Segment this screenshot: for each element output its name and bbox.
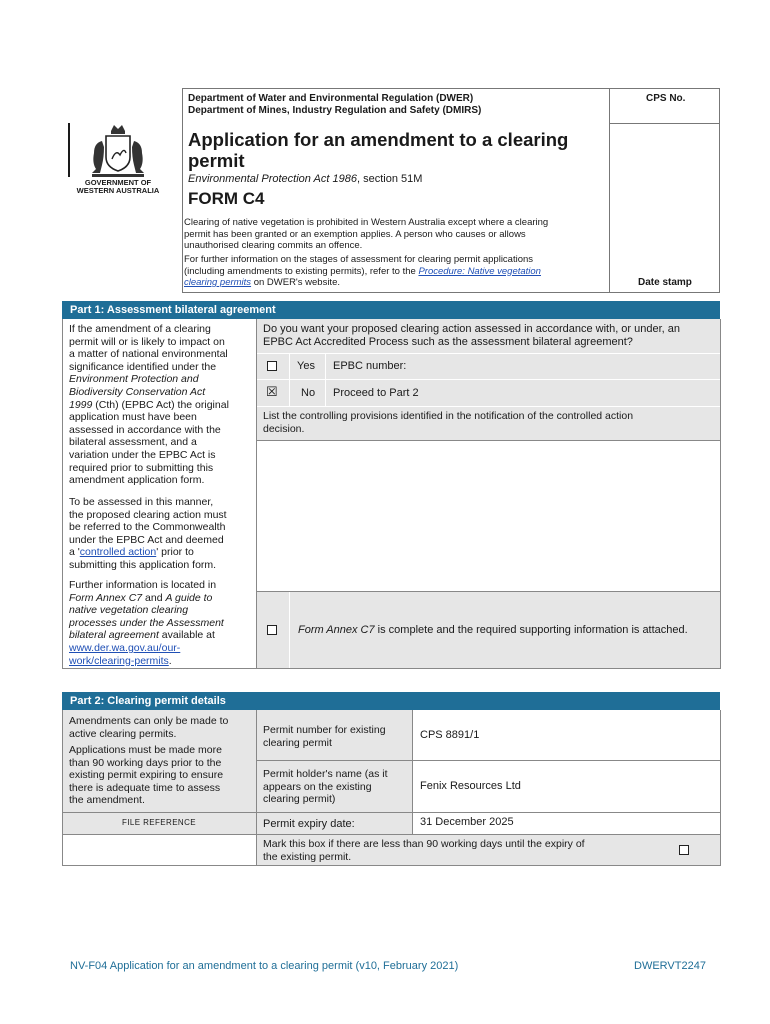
- p1-line: [69, 642, 254, 655]
- p1-line: significance identified under the: [69, 360, 217, 373]
- col-sep: [289, 592, 290, 668]
- mark-line: the existing permit.: [263, 850, 352, 863]
- cps-no-label: CPS No.: [646, 93, 686, 104]
- intro2-line3: [184, 277, 604, 289]
- act-section: , section 51M: [356, 173, 423, 185]
- annex-rest: is complete and the required supporting information is attached.: [374, 624, 688, 636]
- procedure-link[interactable]: Procedure: Native vegetation: [418, 265, 541, 277]
- epbc-question: [263, 323, 718, 348]
- date-stamp-label: Date stamp: [638, 277, 692, 288]
- footer-code: DWERVT2247: [634, 960, 706, 972]
- yes-checkbox[interactable]: [267, 361, 277, 371]
- part1-left-paragraph-3: [69, 579, 254, 667]
- annex-c7: Form Annex C7: [298, 624, 375, 636]
- p2-line: Amendments can only be made to: [69, 715, 229, 727]
- p1-line: submitting this application form.: [69, 558, 217, 571]
- controlling-provisions-input[interactable]: [257, 441, 720, 591]
- p1-line: required prior to submitting this: [69, 461, 214, 474]
- p1-line: processes under the Assessment: [69, 616, 224, 629]
- col-sep: [325, 354, 326, 406]
- no-label: No: [301, 387, 316, 399]
- p1-line: [69, 399, 254, 412]
- guide-name-end: bilateral agreement: [69, 629, 159, 642]
- label-line: Permit holder's name (as it: [263, 768, 388, 780]
- border: [62, 710, 63, 865]
- border: [256, 319, 257, 668]
- part1-left-paragraph-1: [69, 323, 254, 487]
- form-title-line1: Application for an amendment to a clearing: [188, 129, 569, 150]
- quote-open: a ': [69, 546, 80, 559]
- expiry-label: Permit expiry date:: [263, 818, 355, 830]
- border: [62, 834, 720, 835]
- list-instruction: [263, 410, 718, 435]
- part2-left-paragraph-2: [69, 744, 254, 807]
- border: [720, 710, 721, 865]
- label-line: Permit number for existing: [263, 724, 386, 736]
- epbc-number-input[interactable]: [420, 358, 710, 374]
- form-title-line2: permit: [188, 150, 245, 171]
- proceed-label: Proceed to Part 2: [333, 387, 419, 399]
- border: [256, 710, 257, 865]
- procedure-link-cont[interactable]: clearing permits: [184, 277, 252, 288]
- intro-paragraph-1: [184, 217, 604, 252]
- annex-name: Form Annex C7: [69, 591, 143, 604]
- form-code: FORM C4: [188, 189, 265, 208]
- permit-number-value[interactable]: CPS 8891/1: [420, 729, 480, 741]
- footer-document-title: NV-F04 Application for an amendment to a clearing permit (v10, February 2021): [70, 960, 459, 972]
- expiry-value[interactable]: 31 December 2025: [420, 816, 514, 828]
- intro1-line3: unauthorised clearing commits an offence.: [184, 240, 363, 251]
- question-line: Do you want your proposed clearing action assessed in accordance with, or under, an: [263, 323, 681, 335]
- border: [62, 668, 721, 669]
- intro2-text: (including amendments to existing permits), refer to the: [184, 265, 419, 277]
- intro-paragraph-2: [184, 254, 604, 289]
- p1-line: bilateral assessment, and a: [69, 436, 197, 449]
- list-line: List the controlling provisions identified in the notification of the controlled action: [263, 410, 634, 422]
- part2-left-paragraph-1: [69, 715, 254, 740]
- p2-line: active clearing permits.: [69, 727, 177, 740]
- mark-box-label: [263, 838, 663, 863]
- act-year: 1999: [69, 398, 93, 411]
- border: [62, 319, 63, 668]
- holder-label: [263, 768, 388, 806]
- p1-line: If the amendment of a clearing: [69, 323, 211, 335]
- part2-heading: Part 2: Clearing permit details: [62, 692, 720, 710]
- label-line: clearing permit: [263, 736, 332, 749]
- permit-number-label: [263, 724, 386, 749]
- border: [412, 710, 413, 835]
- part1-heading: Part 1: Assessment bilateral agreement: [62, 301, 720, 319]
- p1-line: Further information is located in: [69, 579, 217, 591]
- crest-border-line: [68, 123, 70, 177]
- der-website-link-cont[interactable]: work/clearing-permits: [69, 654, 169, 667]
- der-website-link[interactable]: www.der.wa.gov.au/our-: [69, 641, 181, 654]
- p1-line: amendment application form.: [69, 474, 205, 487]
- act-year-rest: (Cth) (EPBC Act) the original: [92, 398, 229, 411]
- part1-left-paragraph-2: [69, 496, 254, 572]
- p2-line: existing permit expiring to ensure: [69, 769, 224, 782]
- p1-line: application must have been: [69, 411, 197, 424]
- col-sep: [289, 354, 290, 406]
- less-than-90-days-checkbox[interactable]: [679, 845, 689, 855]
- intro2-rest: on DWER's website.: [251, 277, 340, 288]
- row-sep: [257, 379, 720, 380]
- p1-line: be referred to the Commonwealth: [69, 521, 226, 534]
- p1-line: [69, 546, 254, 559]
- wa-coat-of-arms-icon: [72, 123, 164, 193]
- holder-value[interactable]: Fenix Resources Ltd: [420, 780, 521, 792]
- border: [720, 319, 721, 668]
- p1-line: [69, 629, 254, 642]
- p1-line: under the EPBC Act and deemed: [69, 533, 224, 546]
- no-row: [257, 380, 720, 406]
- yes-label: Yes: [297, 360, 315, 372]
- question-line: EPBC Act Accredited Process such as the assessment bilateral agreement?: [263, 335, 633, 348]
- gov-line1: GOVERNMENT OF: [84, 178, 152, 187]
- intro1-line1: Clearing of native vegetation is prohibited in Western Australia except where a clearing: [184, 217, 549, 228]
- period: .: [168, 654, 172, 667]
- p1-line: [69, 592, 254, 605]
- annex-statement: [298, 624, 688, 636]
- p1-line: native vegetation clearing: [69, 604, 189, 617]
- p1-line: Environment Protection and: [69, 373, 199, 386]
- border: [62, 812, 720, 813]
- row-sep: [257, 591, 720, 592]
- act-reference: [188, 173, 422, 185]
- p1-line: [69, 655, 254, 668]
- mark-line: Mark this box if there are less than 90 working days until the expiry of: [263, 838, 585, 850]
- epbc-number-label: EPBC number:: [333, 360, 407, 372]
- label-line: appears on the existing: [263, 780, 372, 793]
- list-line: decision.: [263, 422, 305, 435]
- p2-line: than 90 working days prior to the: [69, 756, 222, 769]
- p1-line: the proposed clearing action must: [69, 508, 227, 521]
- p1-line: permit will or is likely to impact on: [69, 335, 225, 348]
- p2-line: Applications must be made more: [69, 744, 222, 756]
- controlled-action-link[interactable]: controlled action: [79, 546, 157, 559]
- act-name: Environmental Protection Act 1986: [188, 173, 357, 185]
- file-reference-label: FILE REFERENCE: [121, 818, 197, 827]
- border: [257, 760, 720, 761]
- label-line: clearing permit): [263, 793, 336, 806]
- border: [62, 865, 721, 866]
- p1-line: To be assessed in this manner,: [69, 496, 214, 508]
- row-sep: [257, 440, 720, 441]
- p2-line: the amendment.: [69, 794, 145, 807]
- p2-line: there is adequate time to assess: [69, 781, 221, 794]
- p1-line: a matter of national environmental: [69, 348, 228, 361]
- row-sep: [257, 353, 720, 354]
- gov-line2: WESTERN AUSTRALIA: [76, 186, 160, 193]
- available-at: available at: [158, 629, 215, 642]
- guide-name: A guide to: [165, 591, 213, 604]
- intro2-line1: For further information on the stages of assessment for clearing permit applications: [184, 254, 534, 265]
- p1-line: Biodiversity Conservation Act: [69, 385, 206, 398]
- intro1-line2: permit has been granted or an exemption applies. A person who causes or allows: [184, 228, 526, 240]
- p1-line: variation under the EPBC Act is: [69, 448, 216, 461]
- row-sep: [257, 406, 720, 407]
- quote-close: ' prior to: [156, 546, 194, 559]
- intro2-line2: [184, 266, 604, 278]
- p1-line: assessed in accordance with the: [69, 423, 221, 436]
- annex-checkbox[interactable]: [267, 625, 277, 635]
- date-stamp-area[interactable]: [610, 124, 720, 274]
- and-word: and: [142, 591, 166, 604]
- dept-line-2: Department of Mines, Industry Regulation and Safety (DMIRS): [188, 105, 482, 116]
- dept-line-1: Department of Water and Environmental Regulation (DWER): [188, 93, 474, 104]
- no-checkbox-checked[interactable]: ☒: [266, 384, 278, 399]
